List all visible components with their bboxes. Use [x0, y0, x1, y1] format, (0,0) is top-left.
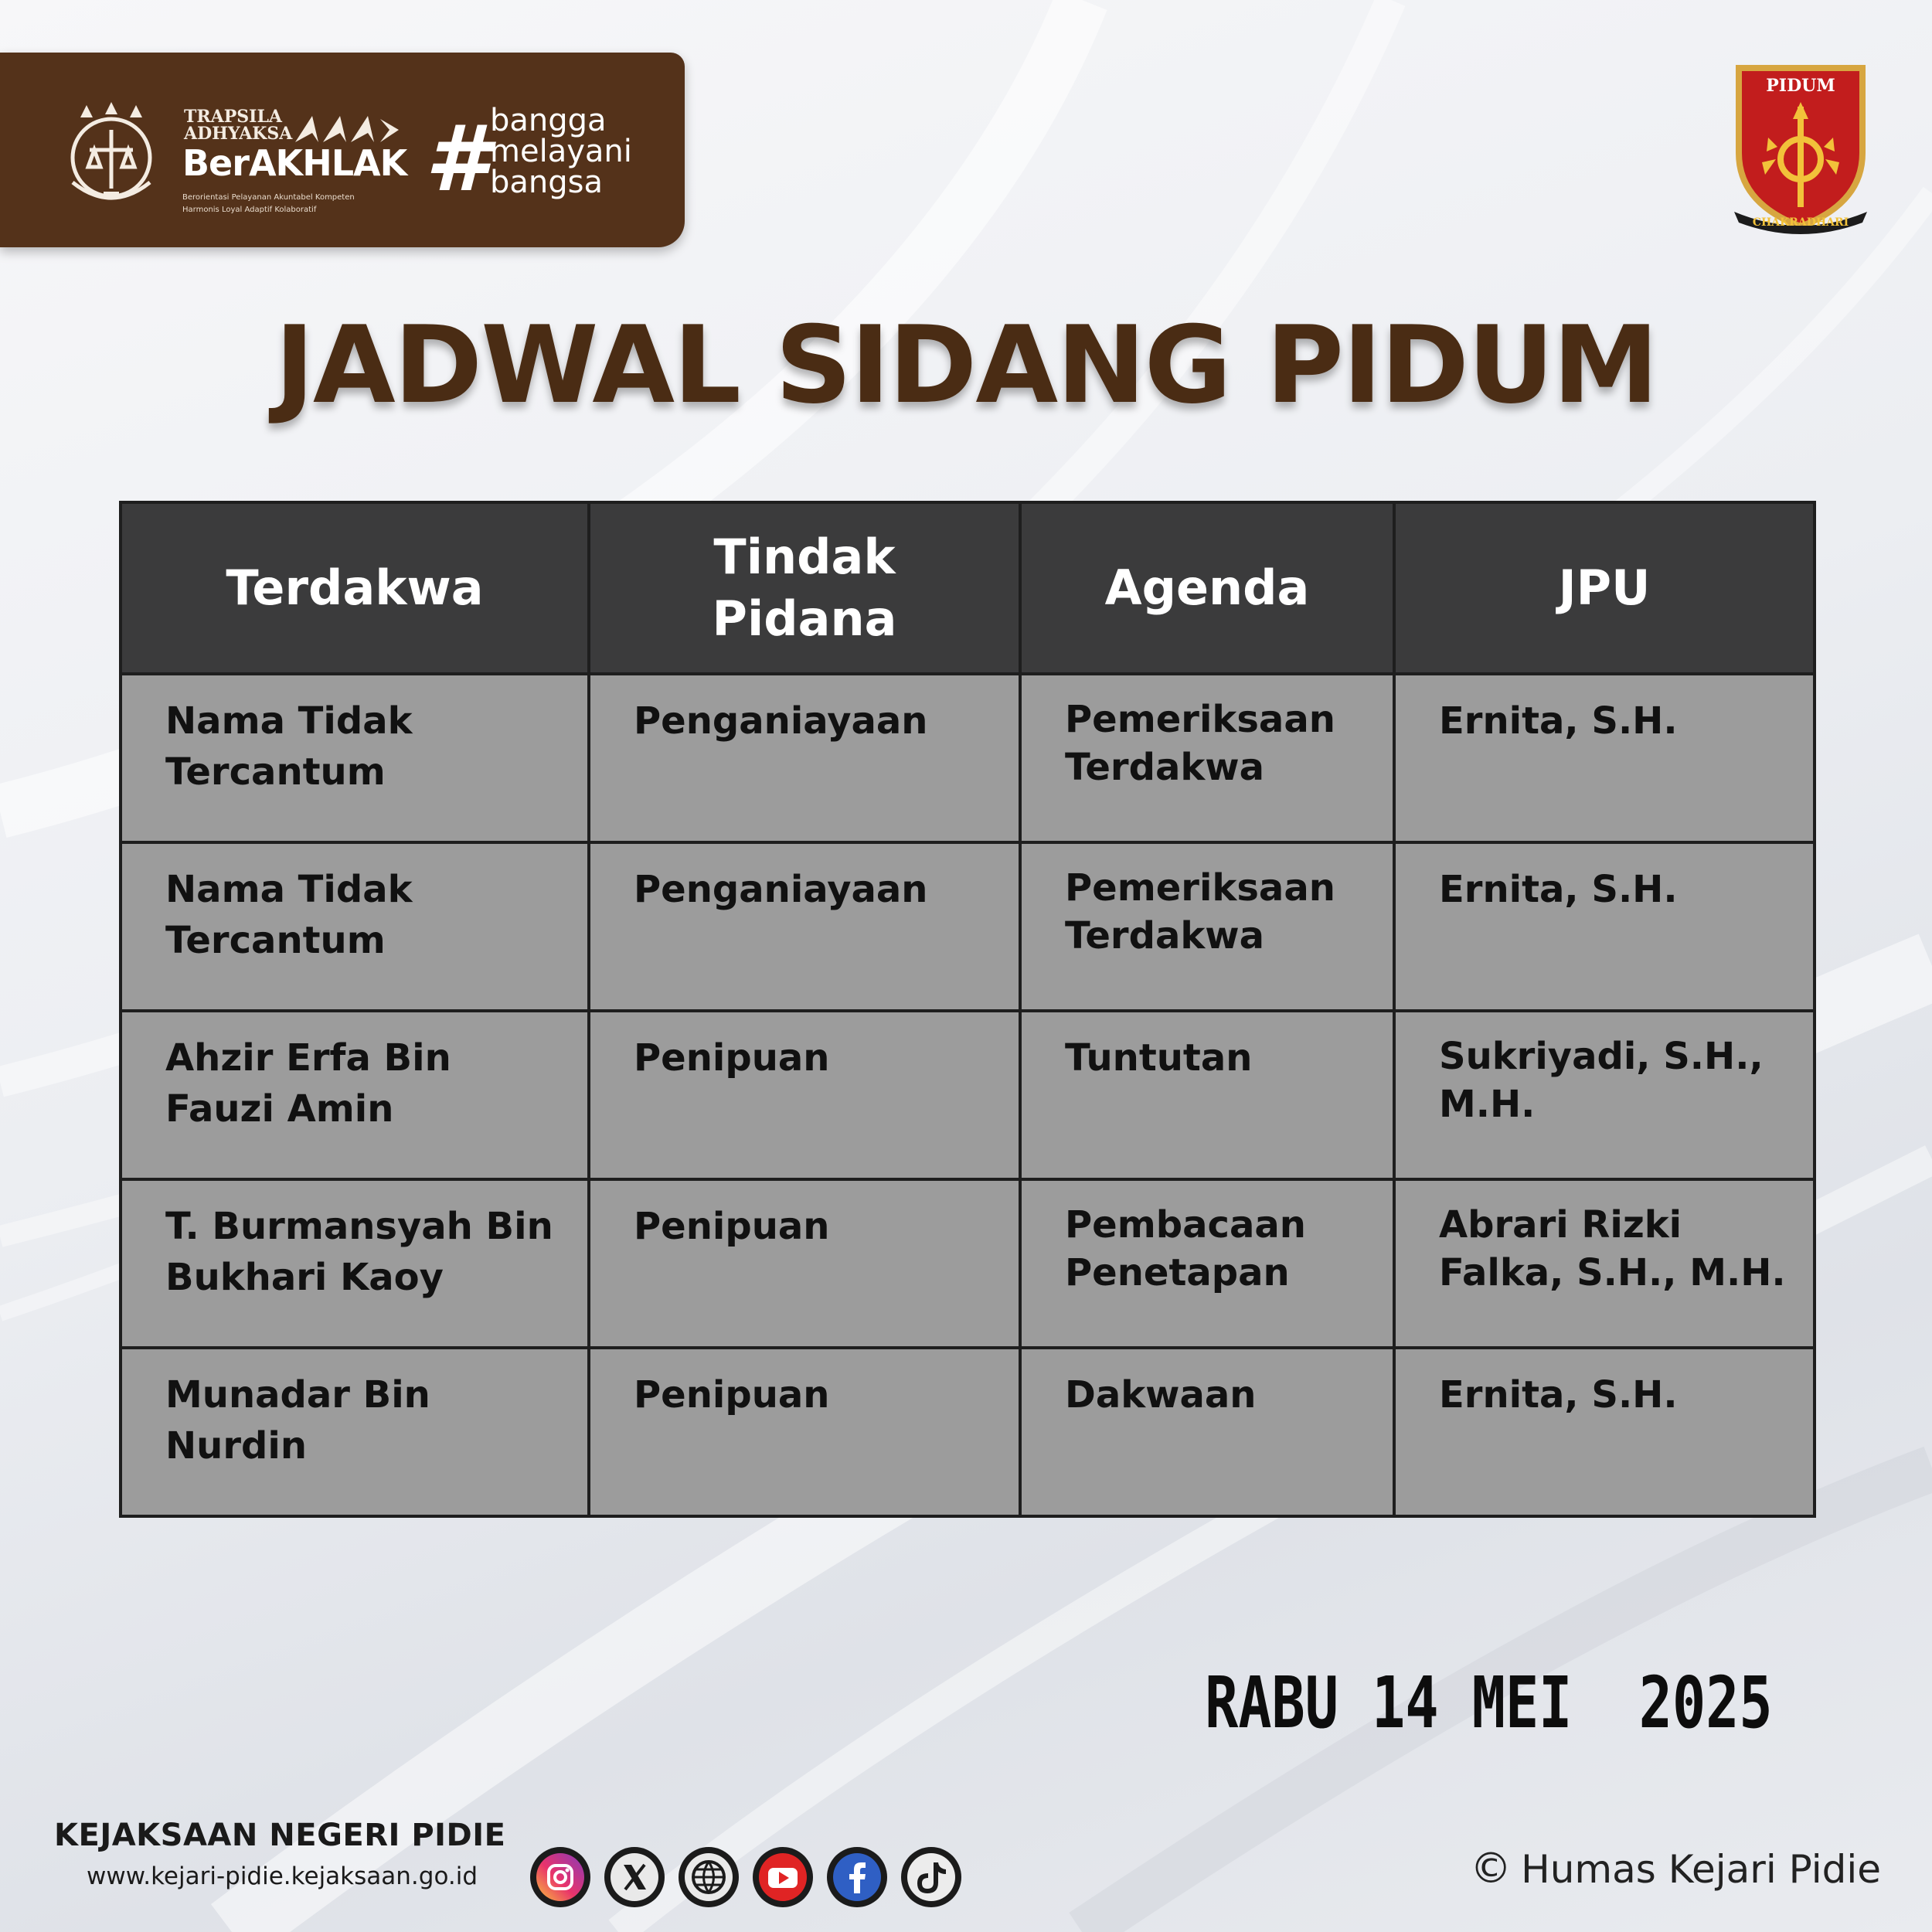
header-banner — [0, 53, 685, 247]
cell-tindak-pidana: Penganiayaan — [589, 842, 1020, 1011]
cell-jpu — [1394, 1179, 1815, 1348]
logo-line-trapsila: TRAPSILA — [184, 107, 282, 127]
cell-terdakwa — [121, 1348, 589, 1516]
header-terdakwa: Terdakwa — [121, 502, 589, 674]
cell-terdakwa: Nama Tidak Tercantum — [121, 674, 589, 842]
cell-tindak-pidana: Penipuan — [589, 1348, 1020, 1516]
cell-tindak-pidana: Penganiayaan — [589, 674, 1020, 842]
pidum-badge-icon — [1731, 60, 1870, 238]
header-tindak-pidana — [589, 502, 1020, 674]
logo-tagline-1: Berorientasi Pelayanan Akuntabel Kompeten — [182, 193, 355, 202]
logo-tagline-2: Harmonis Loyal Adaptif Kolaboratif — [182, 206, 317, 214]
web-icon[interactable] — [677, 1845, 740, 1909]
table-header-row — [121, 502, 1815, 674]
page-title: JADWAL SIDANG PIDUM — [274, 303, 1658, 427]
cell-jpu: Ernita, S.H. — [1394, 1348, 1815, 1516]
cell-agenda-text: Pemeriksaan Terdakwa — [1065, 866, 1335, 957]
berakhlak-logo — [182, 104, 430, 219]
org-name: KEJAKSAAN NEGERI PIDIE — [54, 1818, 506, 1853]
cell-jpu — [1394, 1011, 1815, 1179]
copyright-icon: © — [1470, 1844, 1512, 1893]
kejaksaan-emblem-icon — [49, 90, 173, 213]
cell-jpu: Ernita, S.H. — [1394, 842, 1815, 1011]
instagram-icon[interactable] — [529, 1845, 592, 1909]
youtube-icon[interactable] — [751, 1845, 815, 1909]
table-row — [121, 674, 1815, 842]
logo-line-adhyaksa: ADHYAKSA — [184, 124, 293, 144]
cell-terdakwa-text: Munadar Bin Nurdin — [165, 1373, 430, 1468]
facebook-icon[interactable] — [825, 1845, 889, 1909]
slogan-line-3: bangsa — [490, 165, 603, 200]
header-agenda: Agenda — [1020, 502, 1394, 674]
slogan-line-2: melayani — [490, 134, 632, 169]
slogan-logo — [425, 99, 672, 230]
cell-agenda: Tuntutan — [1020, 1011, 1394, 1179]
cell-terdakwa: T. Burmansyah Bin Bukhari Kaoy — [121, 1179, 589, 1348]
cell-agenda — [1020, 1179, 1394, 1348]
cell-agenda — [1020, 842, 1394, 1011]
table-row — [121, 1348, 1815, 1516]
svg-text:PIDUM: PIDUM — [1766, 76, 1835, 96]
logo-brand: BerAKHLAK — [182, 142, 407, 184]
hashtag-icon: # — [425, 105, 489, 212]
header-jpu: JPU — [1394, 502, 1815, 674]
cell-agenda-text: Pemeriksaan Terdakwa — [1065, 698, 1335, 789]
schedule-table — [119, 501, 1816, 1518]
cell-agenda — [1020, 674, 1394, 842]
credit-text: Humas Kejari Pidie — [1521, 1847, 1881, 1892]
x-icon[interactable] — [603, 1845, 666, 1909]
slogan-line-1: bangga — [490, 103, 607, 138]
cell-agenda: Dakwaan — [1020, 1348, 1394, 1516]
cell-jpu-text: Sukriyadi, S.H., M.H. — [1439, 1035, 1764, 1126]
cell-terdakwa: Nama Tidak Tercantum — [121, 842, 589, 1011]
header-tindak-pidana-text: Tindak Pidana — [712, 529, 897, 647]
table-row — [121, 842, 1815, 1011]
cell-terdakwa: Ahzir Erfa Bin Fauzi Amin — [121, 1011, 589, 1179]
cell-agenda-text: Pembacaan Penetapan — [1065, 1203, 1306, 1294]
svg-text:CHAKRADHARI: CHAKRADHARI — [1752, 216, 1849, 229]
tiktok-icon[interactable] — [900, 1845, 963, 1909]
credit — [1470, 1844, 1881, 1893]
website-link[interactable]: www.kejari-pidie.kejaksaan.go.id — [87, 1862, 478, 1890]
table-row — [121, 1179, 1815, 1348]
table-row — [121, 1011, 1815, 1179]
cell-jpu: Ernita, S.H. — [1394, 674, 1815, 842]
schedule-date: RABU 14 MEI 2025 — [1205, 1662, 1773, 1744]
cell-tindak-pidana: Penipuan — [589, 1011, 1020, 1179]
cell-tindak-pidana: Penipuan — [589, 1179, 1020, 1348]
cell-jpu-text: Abrari Rizki Falka, S.H., M.H. — [1439, 1203, 1786, 1294]
